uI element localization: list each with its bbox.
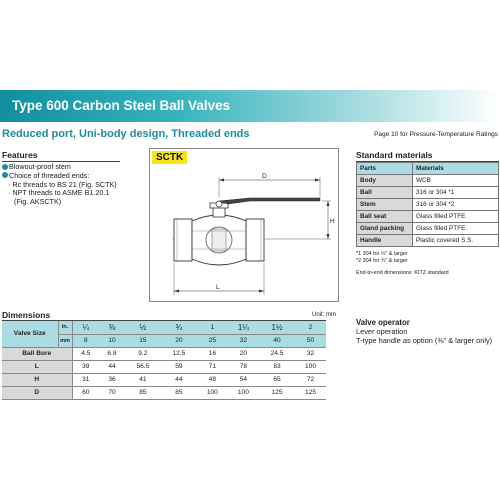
size-in: ⅜ <box>99 321 125 334</box>
valve-size-label: Valve Size <box>2 321 58 347</box>
header-cell: Parts <box>357 163 413 175</box>
table-row <box>357 175 499 187</box>
dim-label-l: L <box>216 284 220 291</box>
cell-value: 100 <box>228 386 259 399</box>
cell-value: 54 <box>228 373 259 386</box>
size-mm: 50 <box>295 334 326 347</box>
part-name: Body <box>357 175 413 187</box>
size-mm: 15 <box>125 334 161 347</box>
dimensions-title: Dimensions <box>2 310 51 320</box>
size-in: 1 <box>197 321 228 334</box>
table-row-sizes-in <box>2 321 326 334</box>
cell-value: 41 <box>125 373 161 386</box>
table-row <box>2 386 326 399</box>
size-mm: 40 <box>259 334 295 347</box>
part-name: Gland packing <box>357 223 413 235</box>
table-row <box>357 223 499 235</box>
table-row <box>357 187 499 199</box>
end-to-end-note: End-to-end dimensions: KITZ standard <box>356 270 449 276</box>
page-subtitle: Reduced port, Uni-body design, Threaded ends <box>2 128 250 140</box>
operator-title: Valve operator <box>356 318 410 327</box>
cell-value: 48 <box>197 373 228 386</box>
cell-value: 85 <box>125 386 161 399</box>
unit-mm: mm <box>58 334 72 347</box>
size-mm: 8 <box>72 334 99 347</box>
bullet-icon <box>2 172 8 178</box>
cell-value: 20 <box>228 347 259 360</box>
material-value: Plastic covered S.S. <box>413 235 499 247</box>
row-label: Ball Bore <box>2 347 72 360</box>
part-name: Stem <box>357 199 413 211</box>
size-mm: 10 <box>99 334 125 347</box>
cell-value: 56.5 <box>125 360 161 373</box>
material-value: 316 or 304 *1 <box>413 187 499 199</box>
part-name: Ball <box>357 187 413 199</box>
cell-value: 70 <box>99 386 125 399</box>
size-mm: 20 <box>161 334 197 347</box>
table-row <box>357 235 499 247</box>
cell-value: 59 <box>161 360 197 373</box>
cell-value: 125 <box>259 386 295 399</box>
size-in: ½ <box>125 321 161 334</box>
material-value: WCB <box>413 175 499 187</box>
part-name: Handle <box>357 235 413 247</box>
cell-value: 32 <box>295 347 326 360</box>
features-list <box>2 163 132 207</box>
size-mm: 25 <box>197 334 228 347</box>
table-row <box>357 211 499 223</box>
feature-subitem: (Fig. AKSCTK) <box>14 197 62 207</box>
cell-value: 12.5 <box>161 347 197 360</box>
size-in: 2 <box>295 321 326 334</box>
cell-value: 6.8 <box>99 347 125 360</box>
cell-value: 44 <box>99 360 125 373</box>
cell-value: 83 <box>259 360 295 373</box>
cell-value: 31 <box>72 373 99 386</box>
material-value: Glass filled PTFE <box>413 211 499 223</box>
cell-value: 60 <box>72 386 99 399</box>
operator-line: T-type handle as option (⅜" & larger only) <box>356 335 493 345</box>
dim-label-d: D <box>262 173 267 180</box>
pressure-temperature-note: Page 10 for Pressure-Temperature Ratings <box>374 131 498 138</box>
feature-item: Choice of threaded ends: <box>2 172 132 181</box>
part-name: Ball seat <box>357 211 413 223</box>
feature-subitem: · Rc threads to BS 21 (Fig. SCTK) <box>8 179 117 189</box>
cell-value: 4.5 <box>72 347 99 360</box>
size-in: 1¼ <box>228 321 259 334</box>
row-label: H <box>2 373 72 386</box>
feature-item: Blowout-proof stem <box>2 163 132 172</box>
features-title: Features <box>2 150 38 160</box>
cell-value: 100 <box>197 386 228 399</box>
materials-title: Standard materials <box>356 150 433 160</box>
table-row <box>2 373 326 386</box>
cell-value: 9.2 <box>125 347 161 360</box>
row-label: L <box>2 360 72 373</box>
dim-label-h: H <box>330 218 335 225</box>
cell-value: 24.5 <box>259 347 295 360</box>
header-cell: Materials <box>413 163 499 175</box>
table-row <box>357 199 499 211</box>
cell-value: 100 <box>295 360 326 373</box>
model-tag: SCTK <box>152 151 187 164</box>
footnote-2: *2 304 for ¾" & larger <box>356 258 408 264</box>
bullet-icon <box>2 164 8 170</box>
cell-value: 85 <box>161 386 197 399</box>
operator-line: Lever operation <box>356 327 408 336</box>
dimensions-table <box>2 321 326 400</box>
cell-value: 125 <box>295 386 326 399</box>
operator-text <box>356 328 492 346</box>
table-row <box>2 347 326 360</box>
material-value: 316 or 304 *2 <box>413 199 499 211</box>
header-band <box>0 92 500 122</box>
material-value: Glass filled PTFE <box>413 223 499 235</box>
valve-drawing-svg <box>150 149 340 303</box>
cell-value: 36 <box>99 373 125 386</box>
size-in: 1½ <box>259 321 295 334</box>
table-row <box>2 360 326 373</box>
cell-value: 39 <box>72 360 99 373</box>
footnote-1: *1 304 for ½" & larger <box>356 251 408 257</box>
cell-value: 72 <box>295 373 326 386</box>
table-header-row <box>357 163 499 175</box>
size-in: ¾ <box>161 321 197 334</box>
cell-value: 16 <box>197 347 228 360</box>
dimensions-unit: Unit: mm <box>312 312 336 318</box>
size-mm: 32 <box>228 334 259 347</box>
row-label: D <box>2 386 72 399</box>
page-title: Type 600 Carbon Steel Ball Valves <box>12 98 231 113</box>
size-in: ¼ <box>72 321 99 334</box>
cell-value: 71 <box>197 360 228 373</box>
unit-in: in. <box>58 321 72 334</box>
materials-table <box>356 162 499 247</box>
valve-drawing <box>149 148 339 302</box>
cell-value: 65 <box>259 373 295 386</box>
cell-value: 78 <box>228 360 259 373</box>
feature-subitem: · NPT threads to ASME B1.20.1 <box>8 188 110 198</box>
cell-value: 44 <box>161 373 197 386</box>
